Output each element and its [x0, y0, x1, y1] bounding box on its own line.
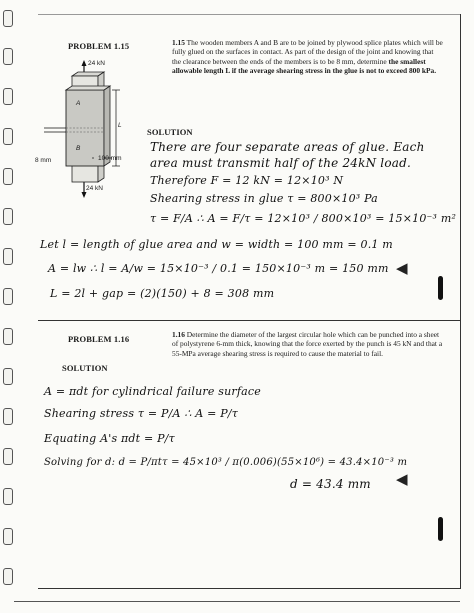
margin-tab [438, 276, 443, 300]
page-border-top [38, 14, 461, 15]
solution-line: Shearing stress τ = P/A ∴ A = P/τ [44, 407, 238, 420]
problem-header: PROBLEM 1.16 [68, 334, 130, 344]
punch-hole [3, 568, 13, 585]
punch-hole [3, 208, 13, 225]
punch-hole [3, 248, 13, 265]
solution-line: Solving for d: d = P/πtτ = 45×10³ / π(0.006)(55×10⁶) = 43.4×10⁻³ m [44, 457, 408, 468]
solution-line: Equating A's πdt = P/τ [44, 432, 175, 445]
page-border-right [460, 14, 461, 589]
problem-number: 1.15 [172, 38, 185, 47]
statement-emphasis: the smallest allowable length L if the average shearing stress in the glue is not to exceed 800 kPa. [172, 56, 437, 76]
punch-hole [3, 528, 13, 545]
solution-line: τ = F/A ∴ A = F/τ = 12×10³ / 800×10³ = 15×10⁻³ m² [150, 212, 457, 225]
solution-label: SOLUTION [62, 363, 108, 373]
answer-arrow-icon: ◀ [396, 259, 408, 277]
punch-hole [3, 328, 13, 345]
solution-line: A = πdt for cylindrical failure surface [44, 385, 261, 398]
punch-hole [3, 88, 13, 105]
punch-hole [3, 288, 13, 305]
punch-hole [3, 48, 13, 65]
punch-hole [3, 368, 13, 385]
punch-hole [3, 448, 13, 465]
punch-hole [3, 168, 13, 185]
member-a-label: A [76, 100, 81, 107]
problem-statement [172, 330, 444, 358]
gap-label: 8 mm [35, 157, 52, 164]
load-top-label: 24 kN [88, 60, 105, 67]
solution-line: d = 43.4 mm [290, 477, 371, 491]
margin-tab [438, 517, 443, 541]
statement-text: Determine the diameter of the largest circular hole which can be punched into a sheet of polystyrene 6-mm thick, knowing that the force exerted by the punch is 45 kN and that a 55-MPa average shearing stress is required to cause the material to fail. [172, 330, 443, 358]
solution-line: Therefore F = 12 kN = 12×10³ N [150, 174, 344, 187]
solution-line: Shearing stress in glue τ = 800×10³ Pa [150, 192, 378, 205]
problem-header: PROBLEM 1.15 [68, 41, 130, 51]
answer-arrow-icon: ◀ [396, 470, 408, 488]
solution-line: L = 2l + gap = (2)(150) + 8 = 308 mm [50, 287, 275, 300]
solution-line: area must transmit half of the 24kN load. [150, 156, 412, 170]
length-label: L [118, 122, 122, 129]
problem-statement [172, 38, 444, 76]
page-border-bottom [38, 588, 461, 589]
statement-text: The wooden members A and B are to be joined by plywood splice plates which will be fully glued on the surfaces in contact. As part of the design of the joint and knowing that the clearance between the ends of the members is to be 8 mm, determine [172, 38, 443, 66]
width-label: 100 mm [98, 155, 122, 162]
page-base-line [14, 601, 460, 602]
problem-number: 1.16 [172, 330, 185, 339]
problem-divider [38, 320, 461, 321]
punch-hole [3, 488, 13, 505]
solution-label: SOLUTION [147, 127, 193, 137]
member-b-label: B [76, 145, 81, 152]
punch-hole [3, 408, 13, 425]
solution-line: Let l = length of glue area and w = width = 100 mm = 0.1 m [40, 238, 393, 251]
punch-hole [3, 10, 13, 27]
splice-joint-figure [32, 60, 142, 200]
solution-line: There are four separate areas of glue. Each [150, 140, 425, 154]
solution-line: A = lw ∴ l = A/w = 15×10⁻³ / 0.1 = 150×10⁻³ m = 150 mm [48, 262, 389, 275]
punch-hole [3, 128, 13, 145]
load-bottom-label: 24 kN [86, 185, 103, 192]
